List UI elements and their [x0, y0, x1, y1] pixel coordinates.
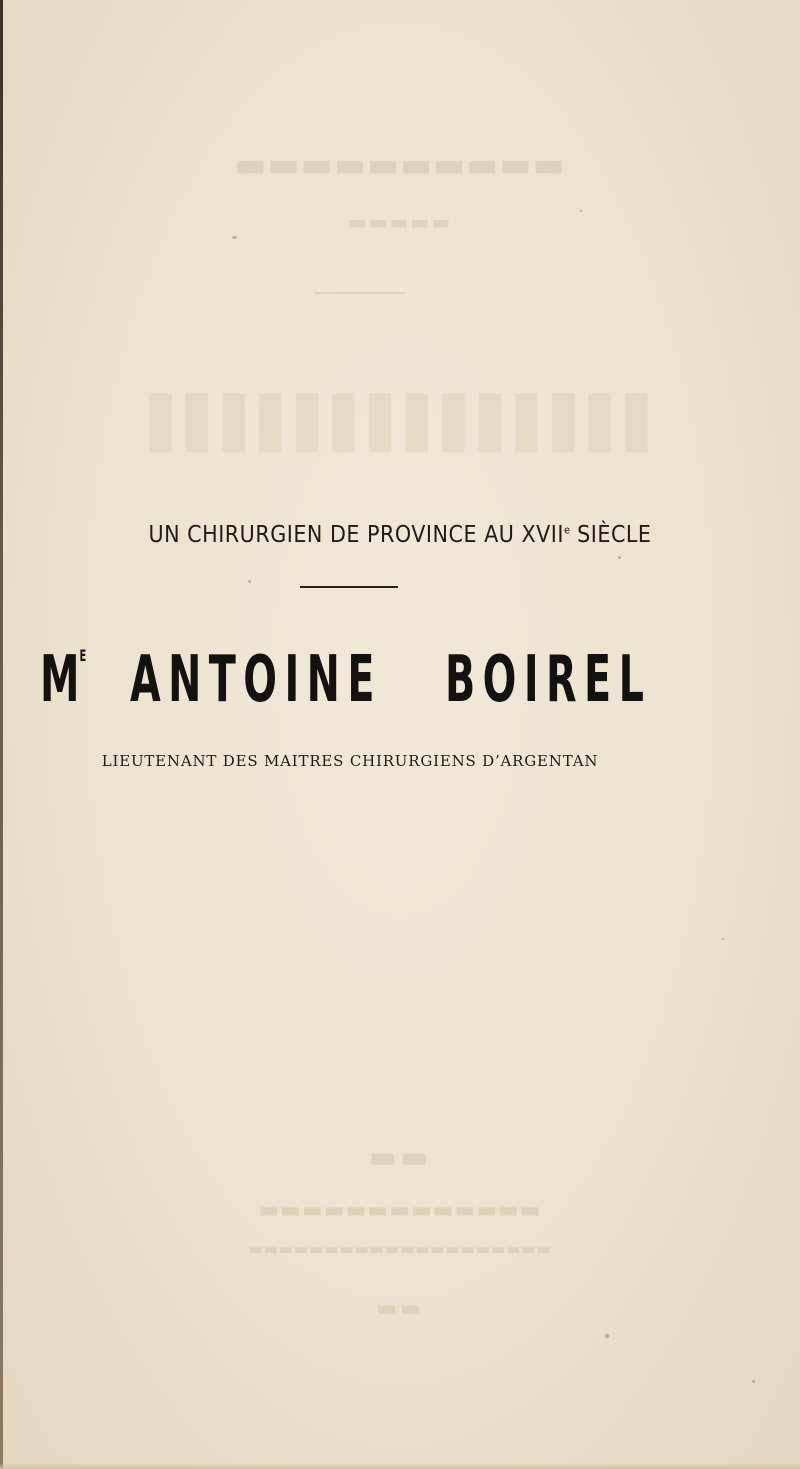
- bleed-through-line: ▬▬▬▬▬▬▬▬▬▬: [234, 145, 566, 185]
- bleed-through-line: ▬▬: [368, 1140, 432, 1175]
- paper-speck: [232, 236, 237, 239]
- bleed-through-line: ▬▬▬▬▬▬▬▬▬▬▬▬▬▬▬▬▬▬▬▬: [248, 1240, 552, 1258]
- book-subtitle: [0, 522, 800, 548]
- paper-speck: [580, 210, 582, 212]
- title-prefix-superscript: E: [79, 646, 87, 665]
- book-title: [40, 640, 700, 720]
- page-bottom-edge: [0, 1463, 800, 1469]
- paper-speck: [618, 556, 621, 559]
- bleed-through-line: ▬▬: [376, 1296, 424, 1321]
- title-last-name: BOIREL: [445, 643, 652, 717]
- bleed-through-rule: [315, 292, 405, 294]
- subtitle-end: SIÈCLE: [570, 522, 652, 548]
- paper-speck: [605, 1334, 609, 1338]
- subtitle-main: UN CHIRURGIEN DE PROVINCE AU XVII: [148, 522, 564, 548]
- bleed-through-line: ▬▬▬▬▬: [347, 210, 453, 234]
- paper-speck: [752, 1380, 755, 1383]
- author-tagline: LIEUTENANT DES MAITRES CHIRURGIENS D’ARGENTAN: [101, 752, 599, 770]
- title-prefix: [40, 640, 86, 720]
- title-divider: [300, 586, 398, 588]
- paper-speck: [248, 580, 251, 583]
- bleed-through-line: ▬▬▬▬▬▬▬▬▬▬▬▬▬: [258, 1198, 542, 1223]
- bleed-through-line: ▮▮▮▮▮▮▮▮▮▮▮▮▮▮: [143, 372, 657, 462]
- title-first-name: ANTOINE: [130, 643, 382, 717]
- paper-speck: [722, 938, 724, 940]
- title-prefix-letter: M: [40, 643, 80, 717]
- subtitle-superscript: e: [563, 523, 571, 537]
